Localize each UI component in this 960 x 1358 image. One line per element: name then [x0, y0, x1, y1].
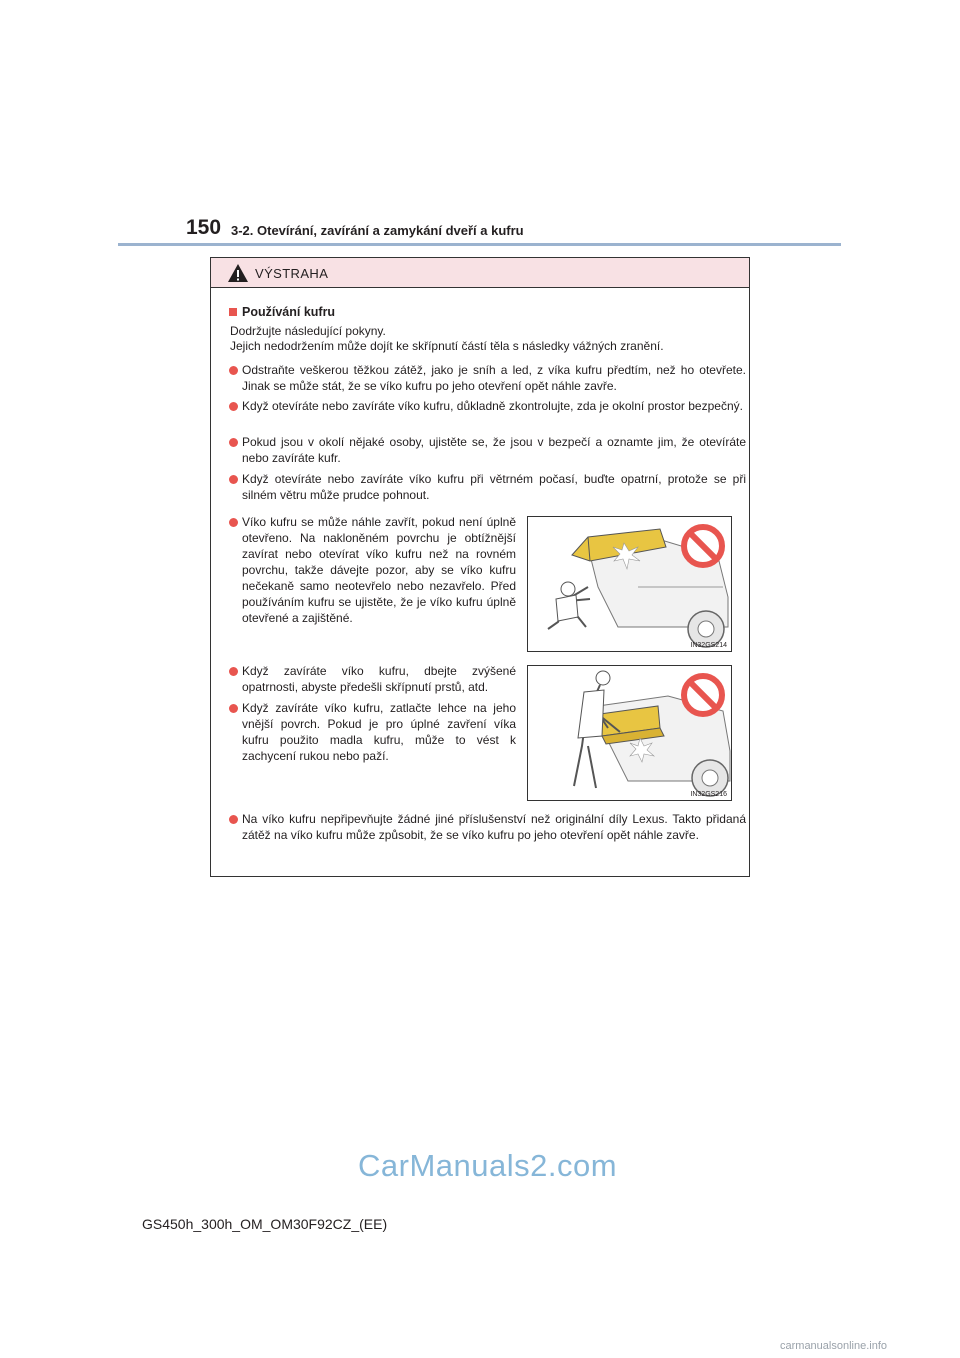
bullet-dot-icon — [229, 366, 238, 375]
bullet-dot-icon — [229, 518, 238, 527]
illustration-open-trunk — [527, 516, 732, 652]
bullet-dot-icon — [229, 815, 238, 824]
intro-line-1: Dodržujte následující pokyny. — [230, 324, 386, 338]
prohibition-icon — [528, 517, 732, 652]
illustration-closing-trunk — [527, 665, 732, 801]
header-rule — [118, 243, 841, 246]
intro-text — [230, 324, 740, 354]
subheading-text: Používání kufru — [242, 305, 336, 319]
list-item-text: Na víko kufru nepřipevňujte žádné jiné příslušenství než originální díly Lexus. Takto přidaná zátěž na víko kufru může způsobit, že se víko kufru po jeho otevření opět náhle zavře. — [242, 812, 746, 842]
list-item — [229, 471, 746, 503]
page-number: 150 — [186, 216, 222, 239]
list-item-text: Pokud jsou v okolí nějaké osoby, ujistěte se, že jsou v bezpečí a oznamte jim, že otevíráte nebo zavíráte kufr. — [242, 435, 746, 465]
list-item-text: Když zavíráte víko kufru, zatlačte lehce na jeho vnější povrch. Pokud je pro úplné zavření víka kufru použito madla kufru, může to vést k zachycení rukou nebo paží. — [242, 701, 516, 763]
list-item-text: Odstraňte veškerou těžkou zátěž, jako je sníh a led, z víka kufru předtím, než ho otevřete. Jinak se může stát, že se víko kufru po jeho otevření opět náhle zavře. — [242, 363, 746, 393]
list-item — [229, 362, 746, 394]
footer-site: carmanualsonline.info — [780, 1340, 888, 1352]
watermark: CarManuals2.com — [358, 1148, 618, 1183]
warning-label: VÝSTRAHA — [255, 266, 329, 281]
section-title: 3-2. Otevírání, zavírání a zamykání dveří a kufru — [231, 223, 524, 238]
bullet-dot-icon — [229, 475, 238, 484]
warning-box — [210, 257, 750, 877]
list-item — [229, 663, 516, 695]
list-item — [229, 514, 516, 626]
list-item-text: Když otevíráte nebo zavíráte víko kufru, důkladně zkontrolujte, zda je okolní prostor bezpečný. — [242, 399, 743, 413]
warning-header — [211, 258, 749, 288]
list-item — [229, 398, 746, 414]
intro-line-2: Jejich nedodržením může dojít ke skřípnutí částí těla s následky vážných zranění. — [230, 339, 664, 353]
bullet-dot-icon — [229, 667, 238, 676]
bullet-dot-icon — [229, 704, 238, 713]
list-item — [229, 700, 516, 764]
prohibition-icon — [528, 666, 732, 801]
square-bullet-icon — [229, 308, 237, 316]
list-item — [229, 811, 746, 843]
bullet-dot-icon — [229, 438, 238, 447]
list-item-text: Když otevíráte nebo zavíráte víko kufru při větrném počasí, buďte opatrní, protože se při silném větru může prudce pohnout. — [242, 472, 746, 502]
illustration-code: IN32GS214 — [690, 642, 727, 649]
bullet-dot-icon — [229, 402, 238, 411]
list-item-text: Když zavíráte víko kufru, dbejte zvýšené opatrnosti, abyste předešli skřípnutí prstů, atd. — [242, 664, 516, 694]
list-item-text: Víko kufru se může náhle zavřít, pokud není úplně otevřeno. Na nakloněném povrchu je obtížnější zavírat nebo otevírat víko kufru než na rovném povrchu, takže dávejte pozor, aby se víko kufru nečekaně samo neotevřelo nebo nezavřelo. Před používáním kufru se ujistěte, že je víko kufru úplně otevřené a zajištěné. — [242, 515, 516, 625]
list-item — [229, 434, 746, 466]
model-code: GS450h_300h_OM_OM30F92CZ_(EE) — [142, 1216, 388, 1232]
subheading — [229, 305, 335, 319]
illustration-code: IN32GS216 — [690, 791, 727, 798]
warning-triangle-icon — [227, 263, 249, 283]
